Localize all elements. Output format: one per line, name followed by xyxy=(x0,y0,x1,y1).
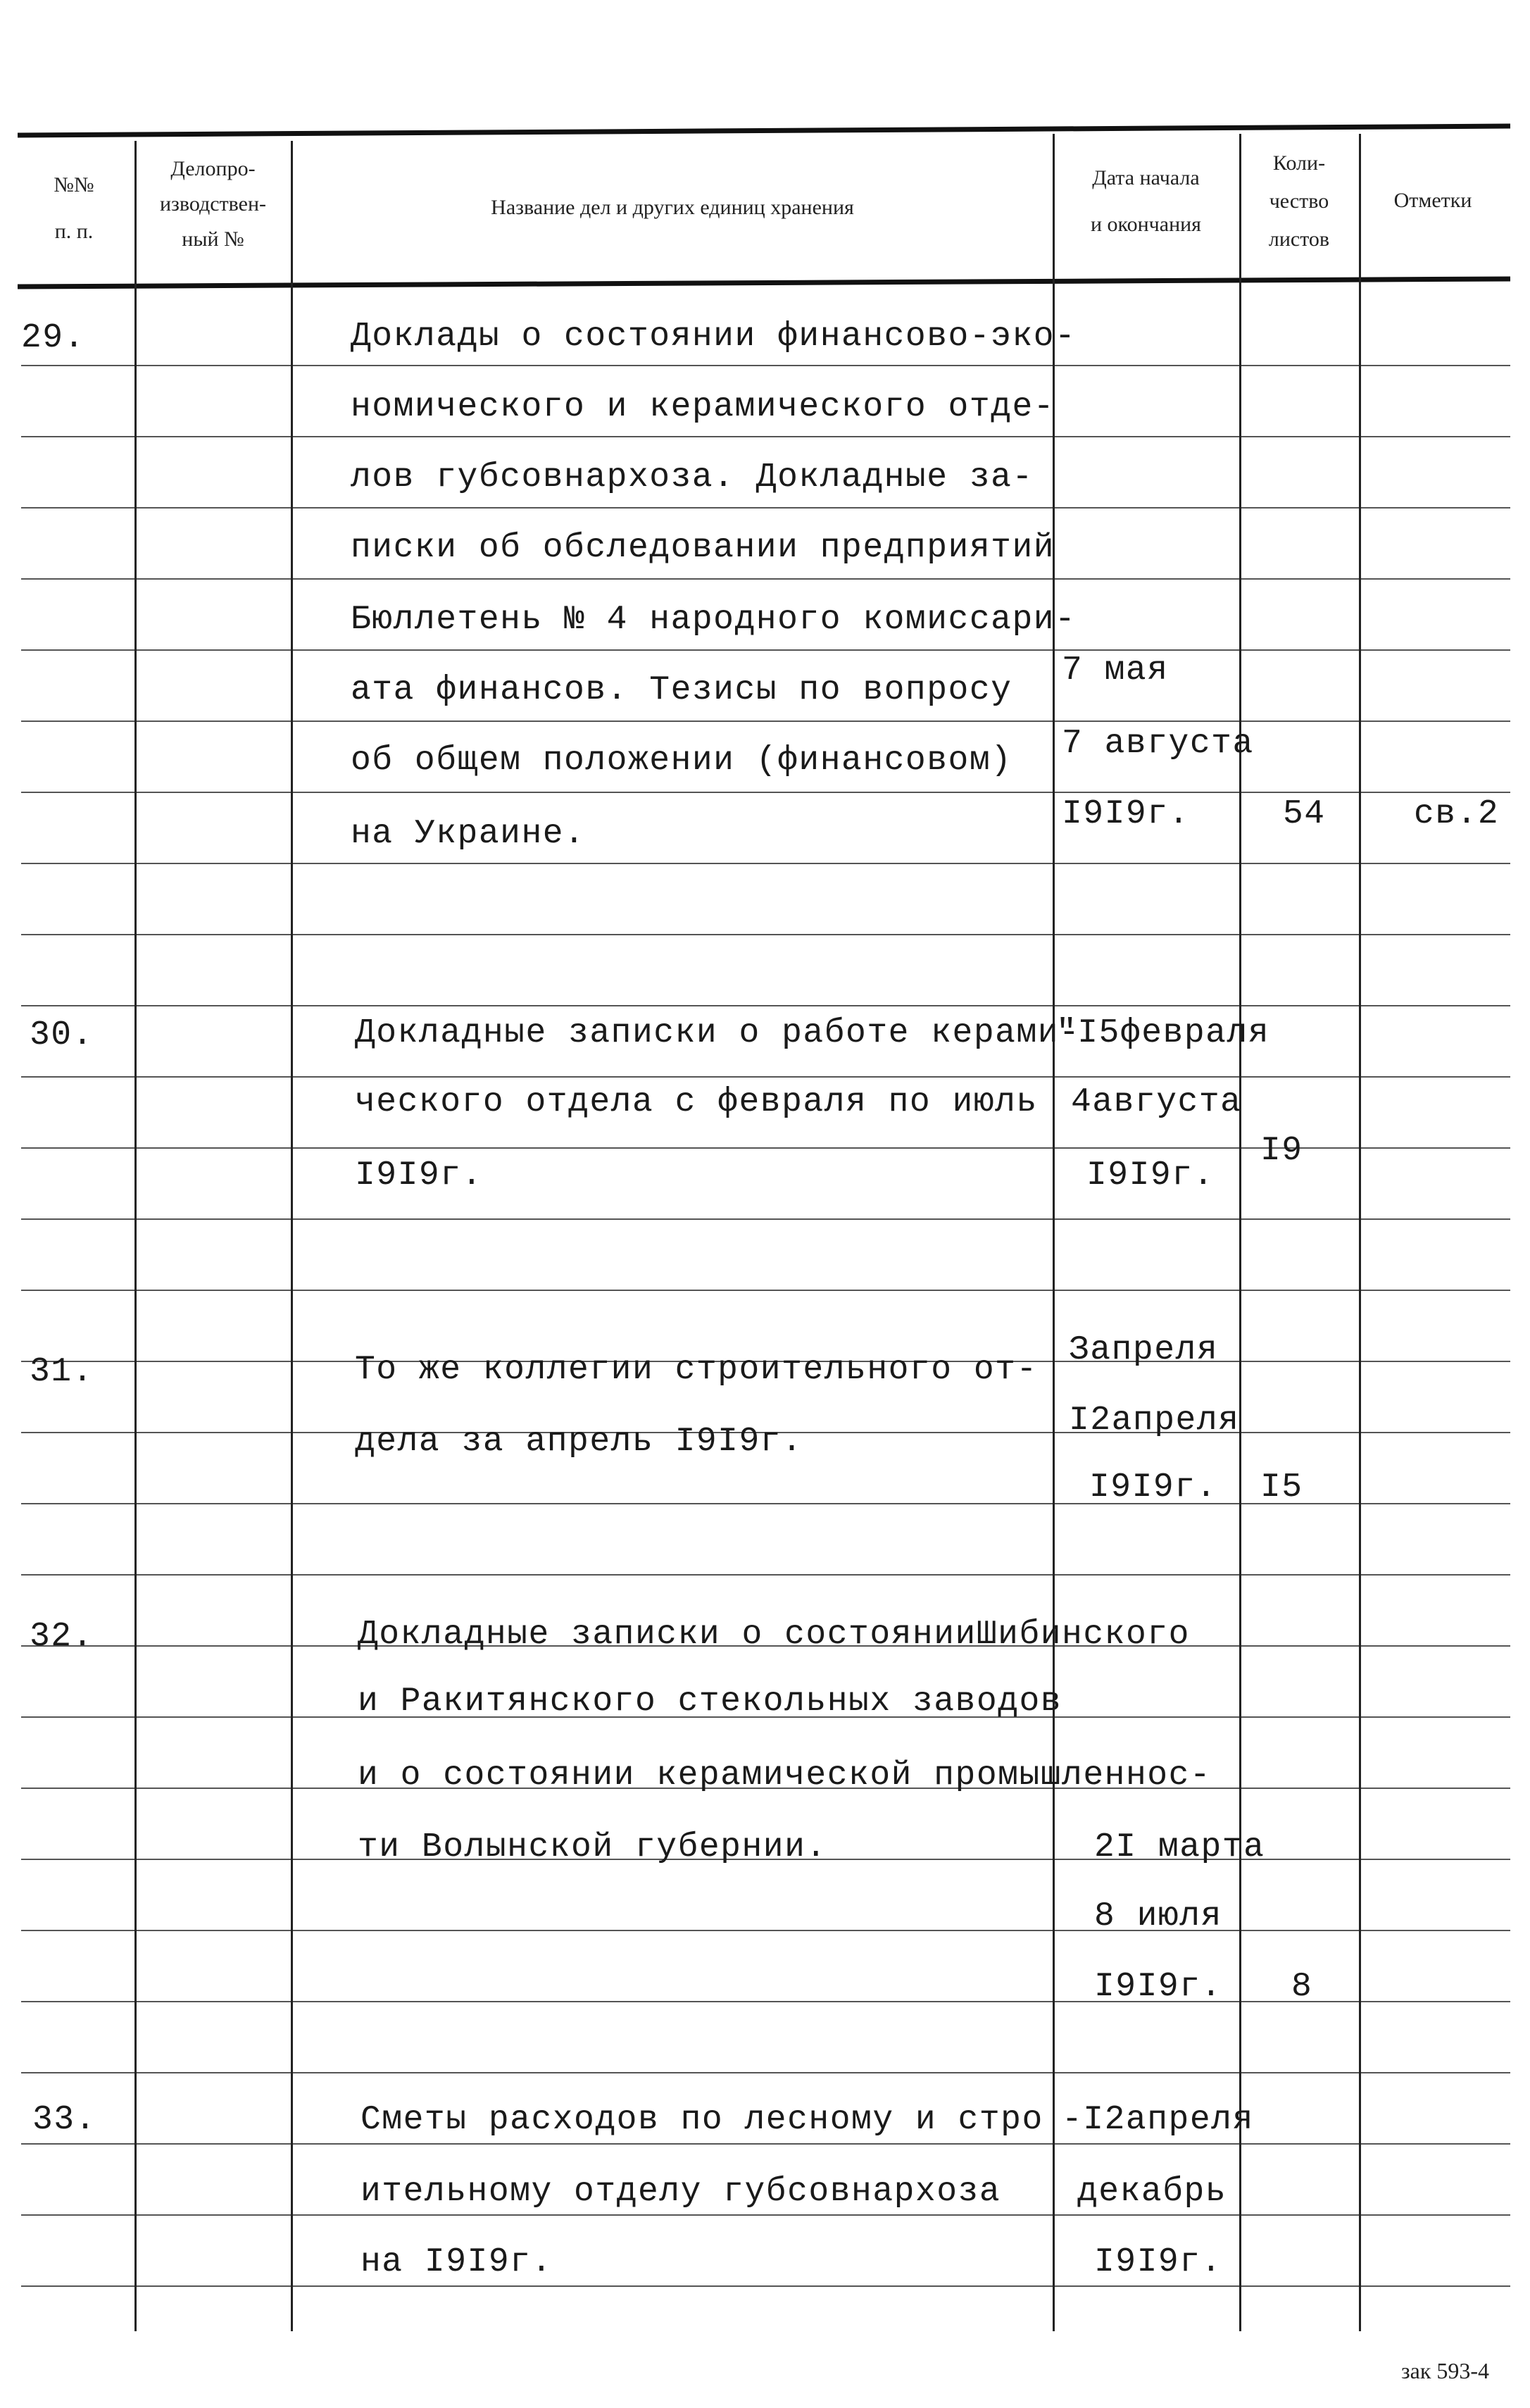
entry-date: 7 августа xyxy=(1062,725,1254,763)
entry-sheets: 54 xyxy=(1283,795,1326,833)
header-col-num xyxy=(28,162,120,255)
entry-title-line: и Ракитянского стекольных заводов xyxy=(358,1683,1062,1721)
col-divider xyxy=(1053,134,1055,2331)
entry-date: I9I9г. xyxy=(1062,795,1190,833)
entry-title-line: и о состоянии керамической промышленнос- xyxy=(358,1757,1212,1795)
header-col-sheets xyxy=(1243,144,1355,258)
header-bottom-rule xyxy=(18,276,1510,289)
ruled-line xyxy=(21,365,1510,366)
entry-title-line: ти Волынской губернии. xyxy=(358,1828,827,1866)
ruled-line xyxy=(21,2001,1510,2002)
entry-title-line: То же коллегии строительного от- xyxy=(355,1351,1038,1389)
header-col-title: Название дел и других единиц хранения xyxy=(491,196,854,219)
entry-title-line: Сметы расходов по лесному и стро xyxy=(360,2101,1043,2139)
header-text: ный № xyxy=(182,227,244,251)
entry-date: I9I9г. xyxy=(1086,1156,1215,1194)
ruled-line xyxy=(21,649,1510,651)
entry-number: 29. xyxy=(21,319,85,357)
entry-title-line: писки об обследовании предприятий xyxy=(351,529,1055,567)
entry-date: 8 июля xyxy=(1094,1897,1222,1935)
header-col-office xyxy=(137,151,289,257)
entry-title-line: I9I9г. xyxy=(355,1156,483,1194)
entry-sheets: 8 xyxy=(1291,1968,1313,2006)
entry-title-line: об общем положении (финансовом) xyxy=(351,742,1012,780)
entry-date: I9I9г. xyxy=(1094,2243,1222,2281)
entry-title-line: на Украине. xyxy=(351,815,586,853)
ruled-line xyxy=(21,2214,1510,2216)
header-text: изводствен- xyxy=(159,192,267,216)
ruled-line xyxy=(21,2143,1510,2145)
ruled-line xyxy=(21,2285,1510,2287)
entry-title-line: номического и керамического отде- xyxy=(351,388,1055,426)
header-text: чество xyxy=(1269,189,1329,213)
entry-date: 7 мая xyxy=(1062,651,1169,690)
entry-title-line: лов губсовнархоза. Докладные за- xyxy=(351,458,1034,497)
header-text: листов xyxy=(1268,227,1330,251)
ruled-line xyxy=(21,436,1510,437)
ruled-line xyxy=(21,1218,1510,1220)
ruled-line xyxy=(21,863,1510,864)
col-divider xyxy=(134,141,137,2331)
entry-date: I9I9г. xyxy=(1089,1468,1217,1506)
entry-number: 32. xyxy=(30,1618,94,1656)
col-divider xyxy=(1359,134,1361,2331)
ruled-line xyxy=(21,2072,1510,2073)
ruled-line xyxy=(21,507,1510,509)
header-text: Дата начала xyxy=(1092,166,1200,189)
entry-date: -I2апреля xyxy=(1062,2101,1254,2139)
entry-date: I9I9г. xyxy=(1094,1968,1222,2006)
entry-sheets: I9 xyxy=(1260,1132,1303,1170)
header-col-dates xyxy=(1056,155,1236,248)
entry-number: 33. xyxy=(32,2101,96,2139)
col-divider xyxy=(291,141,293,2331)
entry-date: декабрь xyxy=(1077,2173,1227,2211)
ruled-line xyxy=(21,1574,1510,1576)
entry-date: "I5февраля xyxy=(1056,1014,1270,1052)
entry-date: Запреля xyxy=(1069,1331,1219,1369)
entry-date: 4августа xyxy=(1071,1083,1242,1121)
ruled-line xyxy=(21,1076,1510,1078)
entry-number: 31. xyxy=(30,1353,94,1391)
header-col-notes: Отметки xyxy=(1393,189,1472,212)
ruled-line xyxy=(21,934,1510,935)
entry-title-line: дела за апрель I9I9г. xyxy=(355,1423,803,1461)
entry-title-line: Докладные записки о состоянииШибинского xyxy=(358,1616,1190,1654)
entry-date: 2I марта xyxy=(1094,1828,1265,1866)
header-text: и окончания xyxy=(1091,213,1201,236)
header-text: п. п. xyxy=(54,220,94,243)
entry-title-line: ата финансов. Тезисы по вопросу xyxy=(351,671,1012,709)
ruled-line xyxy=(21,1290,1510,1291)
ruled-line xyxy=(21,720,1510,722)
order-number: зак 593-4 xyxy=(1401,2358,1490,2383)
entry-number: 30. xyxy=(30,1016,94,1054)
entry-date: I2апреля xyxy=(1069,1402,1240,1440)
ruled-line xyxy=(21,1930,1510,1931)
header-text: Делопро- xyxy=(170,157,256,180)
entry-title-line: на I9I9г. xyxy=(360,2243,553,2281)
header-text: №№ xyxy=(54,173,94,196)
header-text: Коли- xyxy=(1272,151,1326,175)
entry-title-line: ческого отдела с февраля по июль xyxy=(355,1083,1038,1121)
ruled-line xyxy=(21,578,1510,580)
col-divider xyxy=(1239,134,1241,2331)
entry-title-line: Бюллетень № 4 народного комиссари- xyxy=(351,601,1077,639)
header-top-rule xyxy=(18,124,1510,138)
ruled-line xyxy=(21,1005,1510,1006)
entry-title-line: Доклады о состоянии финансово-эко- xyxy=(351,318,1077,356)
entry-title-line: Докладные записки о работе керами- xyxy=(355,1014,1081,1052)
entry-notes: св.2 xyxy=(1414,795,1500,833)
entry-sheets: I5 xyxy=(1260,1468,1303,1506)
entry-title-line: ительному отделу губсовнархоза xyxy=(360,2173,1001,2211)
